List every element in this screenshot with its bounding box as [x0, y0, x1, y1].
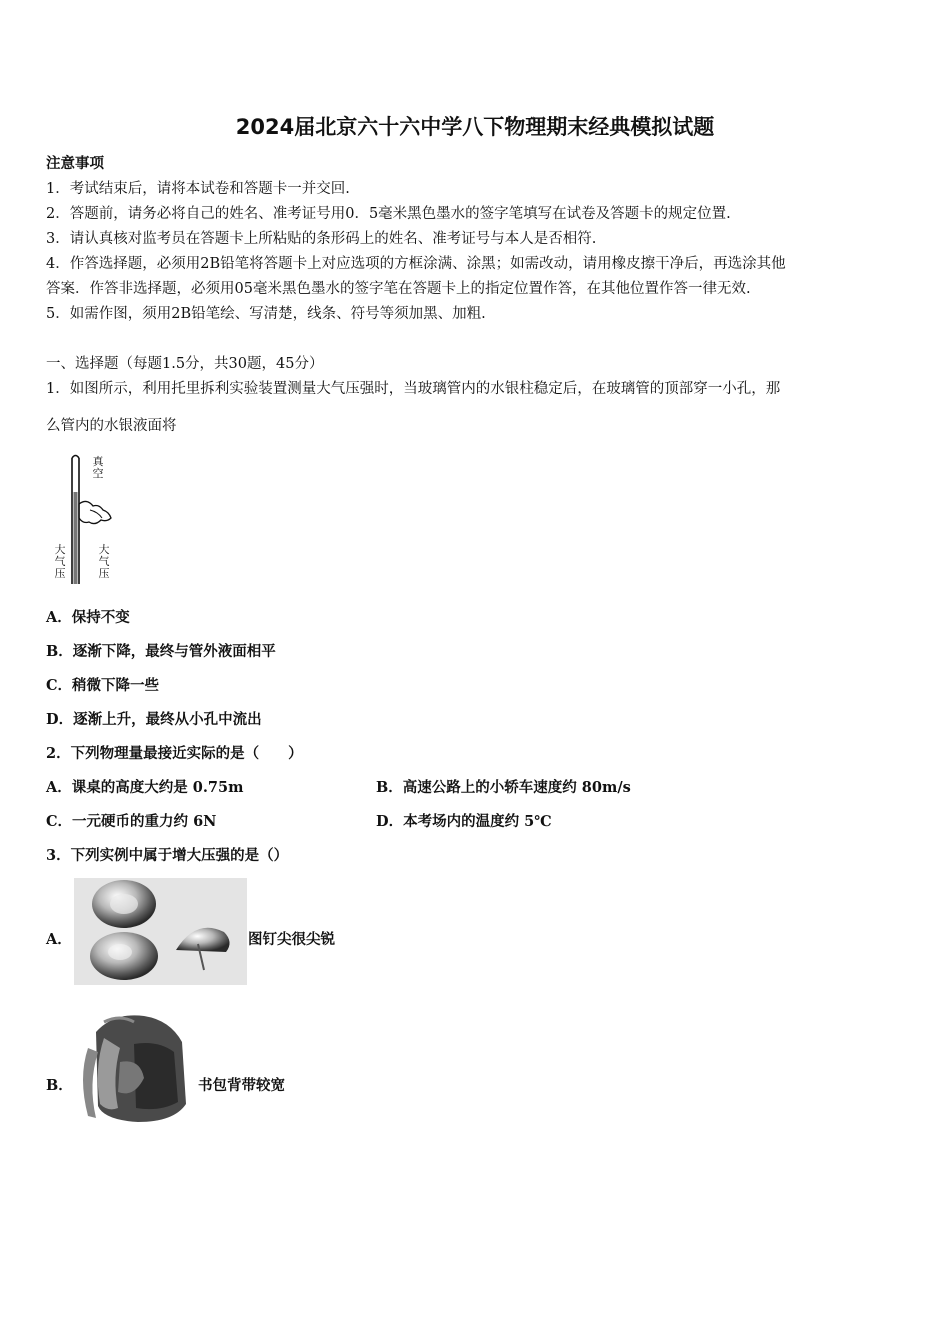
question-3-option-a-text[interactable]: 图钉尖很尖锐 [248, 931, 335, 948]
question-3-option-a-letter[interactable]: A． [46, 931, 72, 948]
notice-item: 2．答题前，请务必将自己的姓名、准考证号用0．5毫米黑色墨水的签字笔填写在试卷及答题卡的规定位置. [46, 206, 731, 222]
question-1-stem-cont: 么管内的水银液面将 [46, 418, 177, 434]
backpack-photo [74, 1008, 196, 1130]
question-2-option-d[interactable]: D．本考场内的温度约 5℃ [376, 813, 552, 830]
thumbtack-icon [74, 878, 247, 985]
question-1-option-b[interactable]: B．逐渐下降，最终与管外液面相平 [46, 643, 276, 660]
right-pressure-label: 大气压 [98, 543, 110, 580]
notice-item: 5．如需作图，须用2B铅笔绘、写清楚，线条、符号等须加黑、加粗. [46, 306, 486, 322]
torricelli-tube-figure [50, 452, 124, 586]
notice-item: 3．请认真核对监考员在答题卡上所粘贴的条形码上的姓名、准考证号与本人是否相符. [46, 231, 597, 247]
question-3-stem: 3．下列实例中属于增大压强的是（） [46, 847, 289, 864]
question-2-option-c[interactable]: C．一元硬币的重力约 6N [46, 813, 217, 830]
question-1-option-a[interactable]: A．保持不变 [46, 609, 130, 626]
question-2-option-a[interactable]: A．课桌的高度大约是 0.75m [46, 779, 244, 796]
question-1-stem: 1．如图所示，利用托里拆利实验装置测量大气压强时，当玻璃管内的水银柱稳定后，在玻璃管的顶部穿一小孔，那 [46, 381, 781, 397]
question-1-option-c[interactable]: C．稍微下降一些 [46, 677, 160, 694]
section-heading: 一、选择题（每题1.5分，共30题，45分） [46, 356, 324, 372]
page-title: 2024届北京六十六中学八下物理期末经典模拟试题 [235, 115, 715, 139]
question-3-option-b-text[interactable]: 书包背带较宽 [198, 1077, 285, 1094]
notice-item: 答案．作答非选择题，必须用05毫米黑色墨水的签字笔在答题卡上的指定位置作答，在其他位置作答一律无效. [46, 281, 751, 297]
question-3-option-b-letter[interactable]: B． [46, 1077, 73, 1094]
thumbtack-photo [74, 878, 247, 985]
backpack-icon [74, 1008, 196, 1130]
question-2-option-b[interactable]: B．高速公路上的小轿车速度约 80m/s [376, 779, 631, 796]
notice-heading: 注意事项 [46, 155, 104, 172]
left-pressure-label: 大气压 [54, 543, 66, 580]
vacuum-label: 真空 [92, 455, 104, 480]
question-1-option-d[interactable]: D．逐渐上升，最终从小孔中流出 [46, 711, 262, 728]
notice-item: 1．考试结束后，请将本试卷和答题卡一并交回. [46, 181, 350, 197]
question-2-stem: 2．下列物理量最接近实际的是（ ） [46, 745, 303, 762]
notice-item: 4．作答选择题，必须用2B铅笔将答题卡上对应选项的方框涂满、涂黑；如需改动，请用橡皮擦干净后，再选涂其他 [46, 256, 786, 272]
